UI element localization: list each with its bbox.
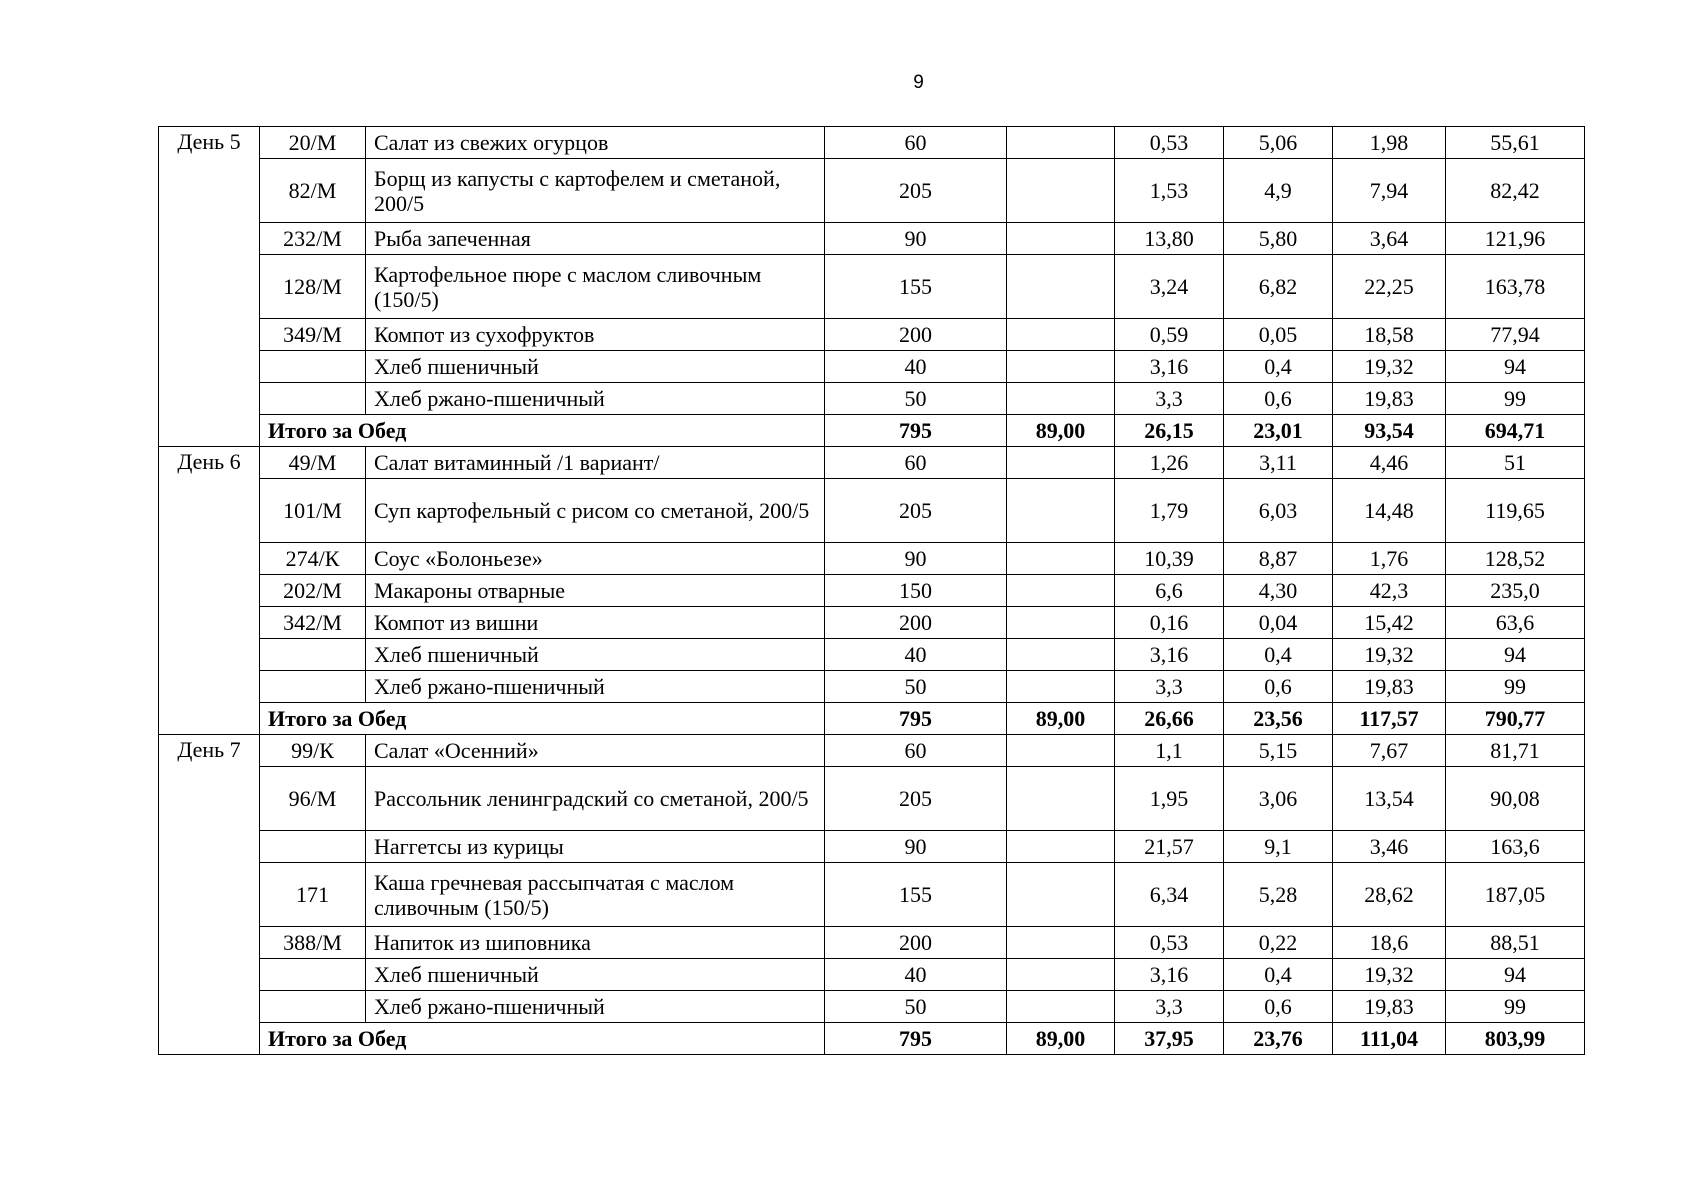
price-cell — [1007, 927, 1115, 959]
carbs-cell: 4,46 — [1333, 447, 1446, 479]
protein-cell: 1,95 — [1115, 767, 1224, 831]
price-cell — [1007, 639, 1115, 671]
total-row — [159, 415, 1585, 447]
carbs-cell: 28,62 — [1333, 863, 1446, 927]
weight-cell: 60 — [825, 447, 1007, 479]
total-kcal-cell: 790,77 — [1446, 703, 1585, 735]
kcal-cell: 99 — [1446, 991, 1585, 1023]
fat-cell: 4,30 — [1224, 575, 1333, 607]
protein-cell: 6,34 — [1115, 863, 1224, 927]
weight-cell: 60 — [825, 127, 1007, 159]
recipe-code — [260, 991, 366, 1023]
recipe-code: 388/М — [260, 927, 366, 959]
menu-row — [159, 383, 1585, 415]
recipe-code: 274/К — [260, 543, 366, 575]
weight-cell: 155 — [825, 863, 1007, 927]
price-cell — [1007, 767, 1115, 831]
carbs-cell: 19,83 — [1333, 383, 1446, 415]
weight-cell: 60 — [825, 735, 1007, 767]
price-cell — [1007, 607, 1115, 639]
dish-name: Хлеб пшеничный — [366, 959, 825, 991]
weight-cell: 200 — [825, 607, 1007, 639]
price-cell — [1007, 255, 1115, 319]
total-weight-cell: 795 — [825, 1023, 1007, 1055]
protein-cell: 0,59 — [1115, 319, 1224, 351]
total-protein-cell: 26,66 — [1115, 703, 1224, 735]
carbs-cell: 19,83 — [1333, 671, 1446, 703]
carbs-cell: 1,98 — [1333, 127, 1446, 159]
menu-row — [159, 447, 1585, 479]
fat-cell: 0,6 — [1224, 671, 1333, 703]
total-fat-cell: 23,76 — [1224, 1023, 1333, 1055]
carbs-cell: 13,54 — [1333, 767, 1446, 831]
recipe-code — [260, 959, 366, 991]
price-cell — [1007, 447, 1115, 479]
total-label: Итого за Обед — [260, 703, 825, 735]
dish-name: Салат из свежих огурцов — [366, 127, 825, 159]
total-fat-cell: 23,01 — [1224, 415, 1333, 447]
fat-cell: 5,80 — [1224, 223, 1333, 255]
fat-cell: 0,22 — [1224, 927, 1333, 959]
price-cell — [1007, 319, 1115, 351]
total-carbs-cell: 111,04 — [1333, 1023, 1446, 1055]
menu-row — [159, 607, 1585, 639]
fat-cell: 0,6 — [1224, 383, 1333, 415]
menu-row — [159, 255, 1585, 319]
weight-cell: 205 — [825, 767, 1007, 831]
kcal-cell: 94 — [1446, 959, 1585, 991]
menu-row — [159, 479, 1585, 543]
menu-row — [159, 639, 1585, 671]
kcal-cell: 77,94 — [1446, 319, 1585, 351]
protein-cell: 10,39 — [1115, 543, 1224, 575]
protein-cell: 0,53 — [1115, 927, 1224, 959]
dish-name: Рыба запеченная — [366, 223, 825, 255]
fat-cell: 3,06 — [1224, 767, 1333, 831]
dish-name: Салат витаминный /1 вариант/ — [366, 447, 825, 479]
recipe-code: 171 — [260, 863, 366, 927]
kcal-cell: 163,78 — [1446, 255, 1585, 319]
protein-cell: 3,3 — [1115, 991, 1224, 1023]
kcal-cell: 82,42 — [1446, 159, 1585, 223]
carbs-cell: 7,94 — [1333, 159, 1446, 223]
weight-cell: 205 — [825, 479, 1007, 543]
kcal-cell: 90,08 — [1446, 767, 1585, 831]
menu-row — [159, 671, 1585, 703]
recipe-code: 49/М — [260, 447, 366, 479]
weight-cell: 40 — [825, 639, 1007, 671]
fat-cell: 6,03 — [1224, 479, 1333, 543]
menu-row — [159, 223, 1585, 255]
dish-name: Суп картофельный с рисом со сметаной, 200/5 — [366, 479, 825, 543]
carbs-cell: 15,42 — [1333, 607, 1446, 639]
page-number: 9 — [913, 72, 924, 93]
menu-table-body — [159, 127, 1585, 1055]
kcal-cell: 81,71 — [1446, 735, 1585, 767]
day-label: День 5 — [159, 127, 260, 447]
kcal-cell: 63,6 — [1446, 607, 1585, 639]
protein-cell: 3,16 — [1115, 351, 1224, 383]
total-label: Итого за Обед — [260, 415, 825, 447]
menu-row — [159, 575, 1585, 607]
protein-cell: 3,16 — [1115, 959, 1224, 991]
menu-row — [159, 543, 1585, 575]
recipe-code: 128/М — [260, 255, 366, 319]
kcal-cell: 163,6 — [1446, 831, 1585, 863]
protein-cell: 0,16 — [1115, 607, 1224, 639]
protein-cell: 1,26 — [1115, 447, 1224, 479]
carbs-cell: 18,6 — [1333, 927, 1446, 959]
menu-table — [158, 126, 1585, 1055]
recipe-code: 202/М — [260, 575, 366, 607]
total-protein-cell: 26,15 — [1115, 415, 1224, 447]
price-cell — [1007, 159, 1115, 223]
total-row — [159, 703, 1585, 735]
recipe-code — [260, 351, 366, 383]
dish-name: Рассольник ленинградский со сметаной, 200/5 — [366, 767, 825, 831]
kcal-cell: 128,52 — [1446, 543, 1585, 575]
weight-cell: 40 — [825, 959, 1007, 991]
recipe-code: 101/М — [260, 479, 366, 543]
total-label: Итого за Обед — [260, 1023, 825, 1055]
total-price-cell: 89,00 — [1007, 1023, 1115, 1055]
total-carbs-cell: 117,57 — [1333, 703, 1446, 735]
dish-name: Картофельное пюре с маслом сливочным (150/5) — [366, 255, 825, 319]
total-fat-cell: 23,56 — [1224, 703, 1333, 735]
weight-cell: 150 — [825, 575, 1007, 607]
fat-cell: 0,4 — [1224, 639, 1333, 671]
fat-cell: 5,28 — [1224, 863, 1333, 927]
recipe-code — [260, 639, 366, 671]
price-cell — [1007, 351, 1115, 383]
protein-cell: 3,3 — [1115, 671, 1224, 703]
kcal-cell: 121,96 — [1446, 223, 1585, 255]
recipe-code: 342/М — [260, 607, 366, 639]
recipe-code: 82/М — [260, 159, 366, 223]
day-label: День 6 — [159, 447, 260, 735]
recipe-code — [260, 671, 366, 703]
menu-row — [159, 959, 1585, 991]
price-cell — [1007, 831, 1115, 863]
recipe-code: 96/М — [260, 767, 366, 831]
recipe-code: 99/К — [260, 735, 366, 767]
menu-row — [159, 319, 1585, 351]
kcal-cell: 94 — [1446, 639, 1585, 671]
carbs-cell: 3,64 — [1333, 223, 1446, 255]
kcal-cell: 99 — [1446, 671, 1585, 703]
recipe-code: 20/М — [260, 127, 366, 159]
weight-cell: 200 — [825, 319, 1007, 351]
day-label: День 7 — [159, 735, 260, 1055]
menu-row — [159, 159, 1585, 223]
price-cell — [1007, 991, 1115, 1023]
fat-cell: 5,15 — [1224, 735, 1333, 767]
total-weight-cell: 795 — [825, 703, 1007, 735]
dish-name: Хлеб ржано-пшеничный — [366, 991, 825, 1023]
weight-cell: 90 — [825, 831, 1007, 863]
protein-cell: 3,16 — [1115, 639, 1224, 671]
protein-cell: 0,53 — [1115, 127, 1224, 159]
price-cell — [1007, 223, 1115, 255]
fat-cell: 5,06 — [1224, 127, 1333, 159]
total-price-cell: 89,00 — [1007, 703, 1115, 735]
dish-name: Напиток из шиповника — [366, 927, 825, 959]
total-weight-cell: 795 — [825, 415, 1007, 447]
fat-cell: 8,87 — [1224, 543, 1333, 575]
fat-cell: 6,82 — [1224, 255, 1333, 319]
fat-cell: 0,04 — [1224, 607, 1333, 639]
dish-name: Компот из сухофруктов — [366, 319, 825, 351]
price-cell — [1007, 479, 1115, 543]
carbs-cell: 42,3 — [1333, 575, 1446, 607]
kcal-cell: 99 — [1446, 383, 1585, 415]
protein-cell: 6,6 — [1115, 575, 1224, 607]
kcal-cell: 51 — [1446, 447, 1585, 479]
carbs-cell: 19,83 — [1333, 991, 1446, 1023]
carbs-cell: 14,48 — [1333, 479, 1446, 543]
dish-name: Салат «Осенний» — [366, 735, 825, 767]
weight-cell: 155 — [825, 255, 1007, 319]
fat-cell: 9,1 — [1224, 831, 1333, 863]
price-cell — [1007, 863, 1115, 927]
dish-name: Хлеб пшеничный — [366, 639, 825, 671]
total-row — [159, 1023, 1585, 1055]
menu-row — [159, 767, 1585, 831]
weight-cell: 90 — [825, 223, 1007, 255]
kcal-cell: 187,05 — [1446, 863, 1585, 927]
price-cell — [1007, 575, 1115, 607]
total-protein-cell: 37,95 — [1115, 1023, 1224, 1055]
dish-name: Борщ из капусты с картофелем и сметаной, 200/5 — [366, 159, 825, 223]
dish-name: Наггетсы из курицы — [366, 831, 825, 863]
menu-row — [159, 927, 1585, 959]
dish-name: Хлеб ржано-пшеничный — [366, 671, 825, 703]
carbs-cell: 22,25 — [1333, 255, 1446, 319]
recipe-code — [260, 383, 366, 415]
recipe-code — [260, 831, 366, 863]
fat-cell: 4,9 — [1224, 159, 1333, 223]
weight-cell: 200 — [825, 927, 1007, 959]
dish-name: Каша гречневая рассыпчатая с маслом сливочным (150/5) — [366, 863, 825, 927]
kcal-cell: 235,0 — [1446, 575, 1585, 607]
menu-row — [159, 831, 1585, 863]
price-cell — [1007, 383, 1115, 415]
protein-cell: 1,1 — [1115, 735, 1224, 767]
total-kcal-cell: 694,71 — [1446, 415, 1585, 447]
menu-row — [159, 127, 1585, 159]
carbs-cell: 19,32 — [1333, 351, 1446, 383]
kcal-cell: 55,61 — [1446, 127, 1585, 159]
protein-cell: 1,53 — [1115, 159, 1224, 223]
protein-cell: 13,80 — [1115, 223, 1224, 255]
protein-cell: 21,57 — [1115, 831, 1224, 863]
weight-cell: 40 — [825, 351, 1007, 383]
protein-cell: 3,24 — [1115, 255, 1224, 319]
weight-cell: 50 — [825, 991, 1007, 1023]
protein-cell: 1,79 — [1115, 479, 1224, 543]
menu-row — [159, 863, 1585, 927]
dish-name: Хлеб пшеничный — [366, 351, 825, 383]
fat-cell: 3,11 — [1224, 447, 1333, 479]
carbs-cell: 3,46 — [1333, 831, 1446, 863]
menu-row — [159, 735, 1585, 767]
carbs-cell: 1,76 — [1333, 543, 1446, 575]
kcal-cell: 94 — [1446, 351, 1585, 383]
carbs-cell: 19,32 — [1333, 639, 1446, 671]
weight-cell: 50 — [825, 671, 1007, 703]
protein-cell: 3,3 — [1115, 383, 1224, 415]
recipe-code: 232/М — [260, 223, 366, 255]
price-cell — [1007, 543, 1115, 575]
price-cell — [1007, 959, 1115, 991]
weight-cell: 50 — [825, 383, 1007, 415]
fat-cell: 0,6 — [1224, 991, 1333, 1023]
total-kcal-cell: 803,99 — [1446, 1023, 1585, 1055]
menu-row — [159, 351, 1585, 383]
recipe-code: 349/М — [260, 319, 366, 351]
price-cell — [1007, 735, 1115, 767]
dish-name: Соус «Болоньезе» — [366, 543, 825, 575]
fat-cell: 0,4 — [1224, 351, 1333, 383]
fat-cell: 0,4 — [1224, 959, 1333, 991]
weight-cell: 90 — [825, 543, 1007, 575]
carbs-cell: 7,67 — [1333, 735, 1446, 767]
kcal-cell: 119,65 — [1446, 479, 1585, 543]
carbs-cell: 18,58 — [1333, 319, 1446, 351]
dish-name: Хлеб ржано-пшеничный — [366, 383, 825, 415]
menu-row — [159, 991, 1585, 1023]
kcal-cell: 88,51 — [1446, 927, 1585, 959]
dish-name: Компот из вишни — [366, 607, 825, 639]
weight-cell: 205 — [825, 159, 1007, 223]
price-cell — [1007, 127, 1115, 159]
dish-name: Макароны отварные — [366, 575, 825, 607]
total-price-cell: 89,00 — [1007, 415, 1115, 447]
price-cell — [1007, 671, 1115, 703]
carbs-cell: 19,32 — [1333, 959, 1446, 991]
total-carbs-cell: 93,54 — [1333, 415, 1446, 447]
fat-cell: 0,05 — [1224, 319, 1333, 351]
